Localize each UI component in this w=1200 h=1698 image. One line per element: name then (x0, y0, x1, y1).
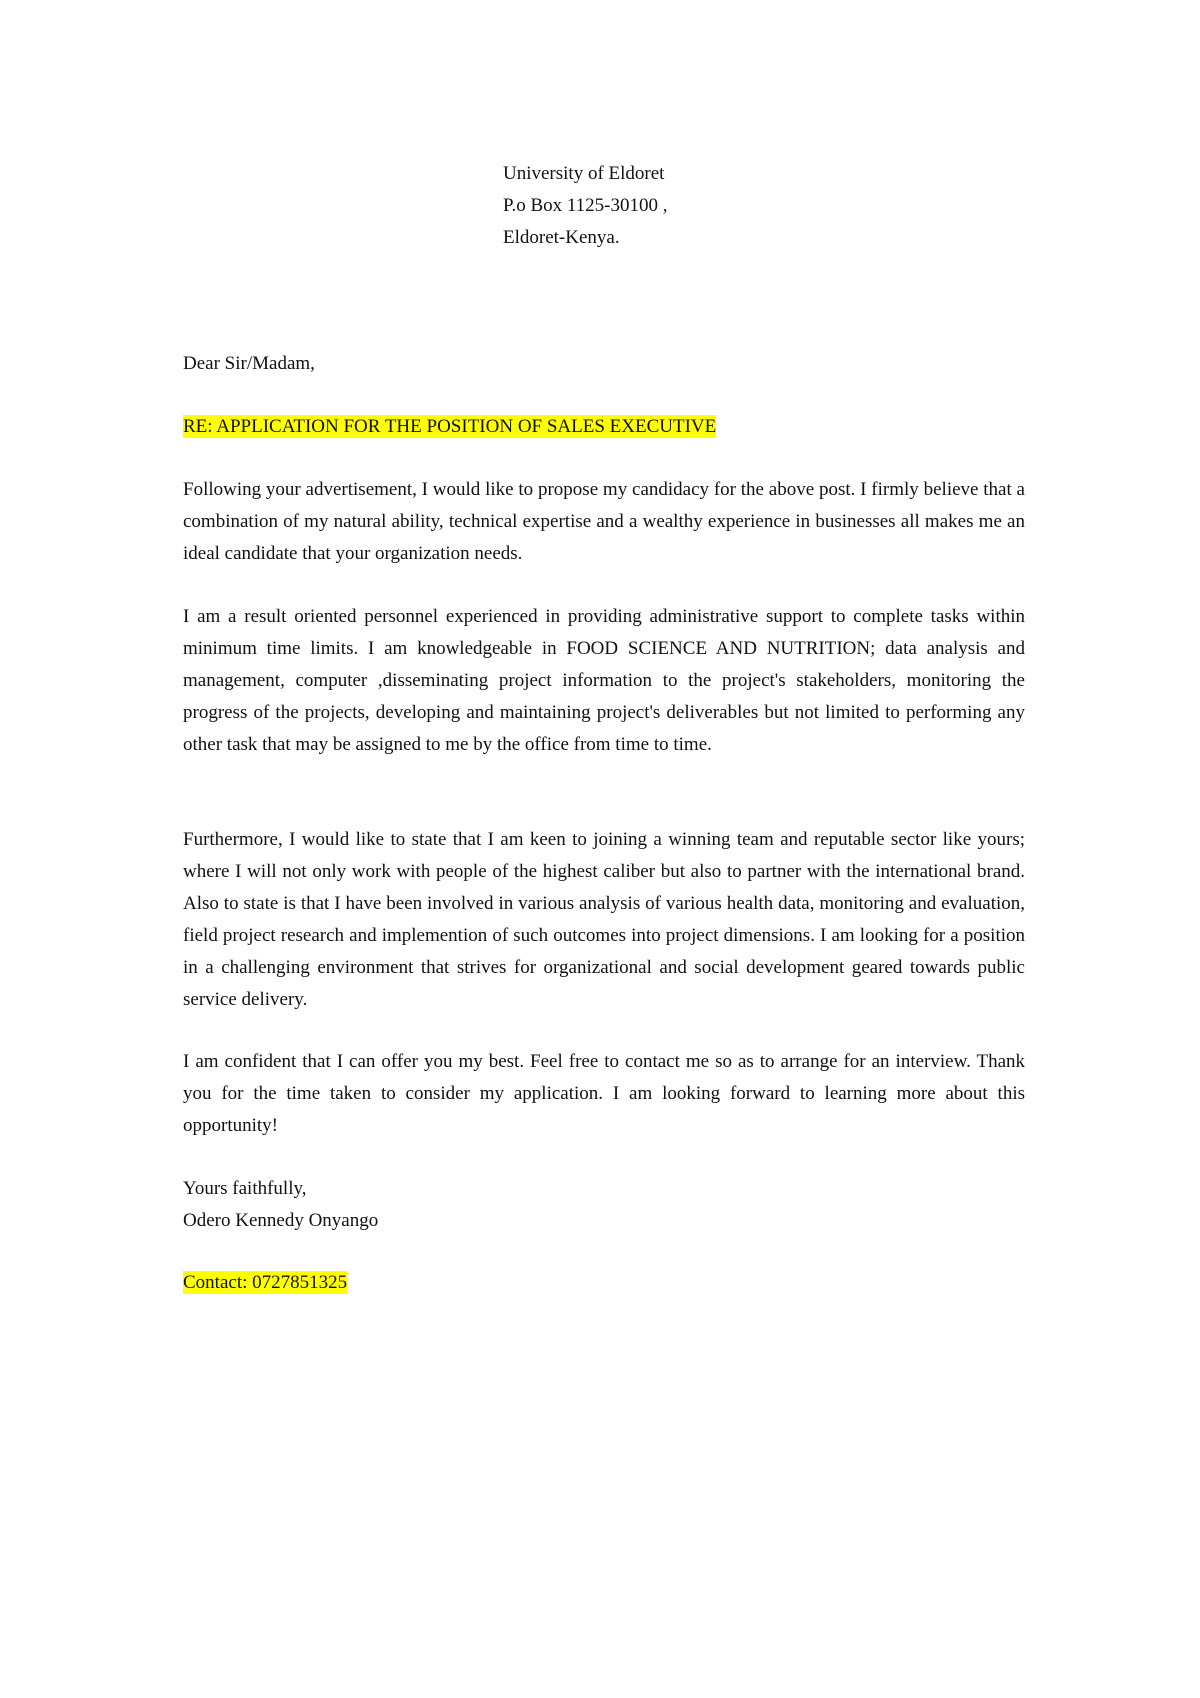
contact-block (183, 1267, 1025, 1299)
paragraph-2: I am a result oriented personnel experienced in providing administrative support to complete tasks within minimum time limits. I am knowledgeable in FOOD SCIENCE AND NUTRITION; data analysis and management, computer ,disseminating project information to the project's stakeholders, monitoring the progress of the projects, developing and maintaining project's deliverables but not limited to performing any other task that may be assigned to me by the office from time to time. (183, 606, 1025, 755)
contact-number: Contact: 0727851325 (183, 1272, 348, 1293)
salutation: Dear Sir/Madam, (183, 353, 315, 374)
address-line-2: P.o Box 1125-30100 , (503, 195, 668, 216)
valediction: Yours faithfully, (183, 1178, 307, 1199)
paragraph-3: Furthermore, I would like to state that I am keen to joining a winning team and reputable sector like yours; where I will not only work with people of the highest caliber but also to partner with the international brand. Also to state is that I have been involved in various analysis of various health data, monitoring and evaluation, field project research and implemention of such outcomes into project dimensions. I am looking for a position in a challenging environment that strives for organizational and social development geared towards public service delivery. (183, 829, 1025, 1010)
recipient-address (503, 158, 668, 254)
signatory-name: Odero Kennedy Onyango (183, 1210, 379, 1231)
paragraph-1: Following your advertisement, I would like to propose my candidacy for the above post. I firmly believe that a combination of my natural ability, technical expertise and a wealthy experience in businesses all makes me an ideal candidate that your organization needs. (183, 479, 1025, 564)
paragraph-4: I am confident that I can offer you my best. Feel free to contact me so as to arrange for an interview. Thank you for the time taken to consider my application. I am looking forward to learning more about this opportunity! (183, 1051, 1025, 1136)
subject-line: RE: APPLICATION FOR THE POSITION OF SALES EXECUTIVE (183, 416, 717, 437)
address-line-3: Eldoret-Kenya. (503, 227, 620, 248)
address-line-1: University of Eldoret (503, 163, 665, 184)
subject-line-block (183, 411, 1025, 443)
closing-block (183, 1173, 1025, 1237)
